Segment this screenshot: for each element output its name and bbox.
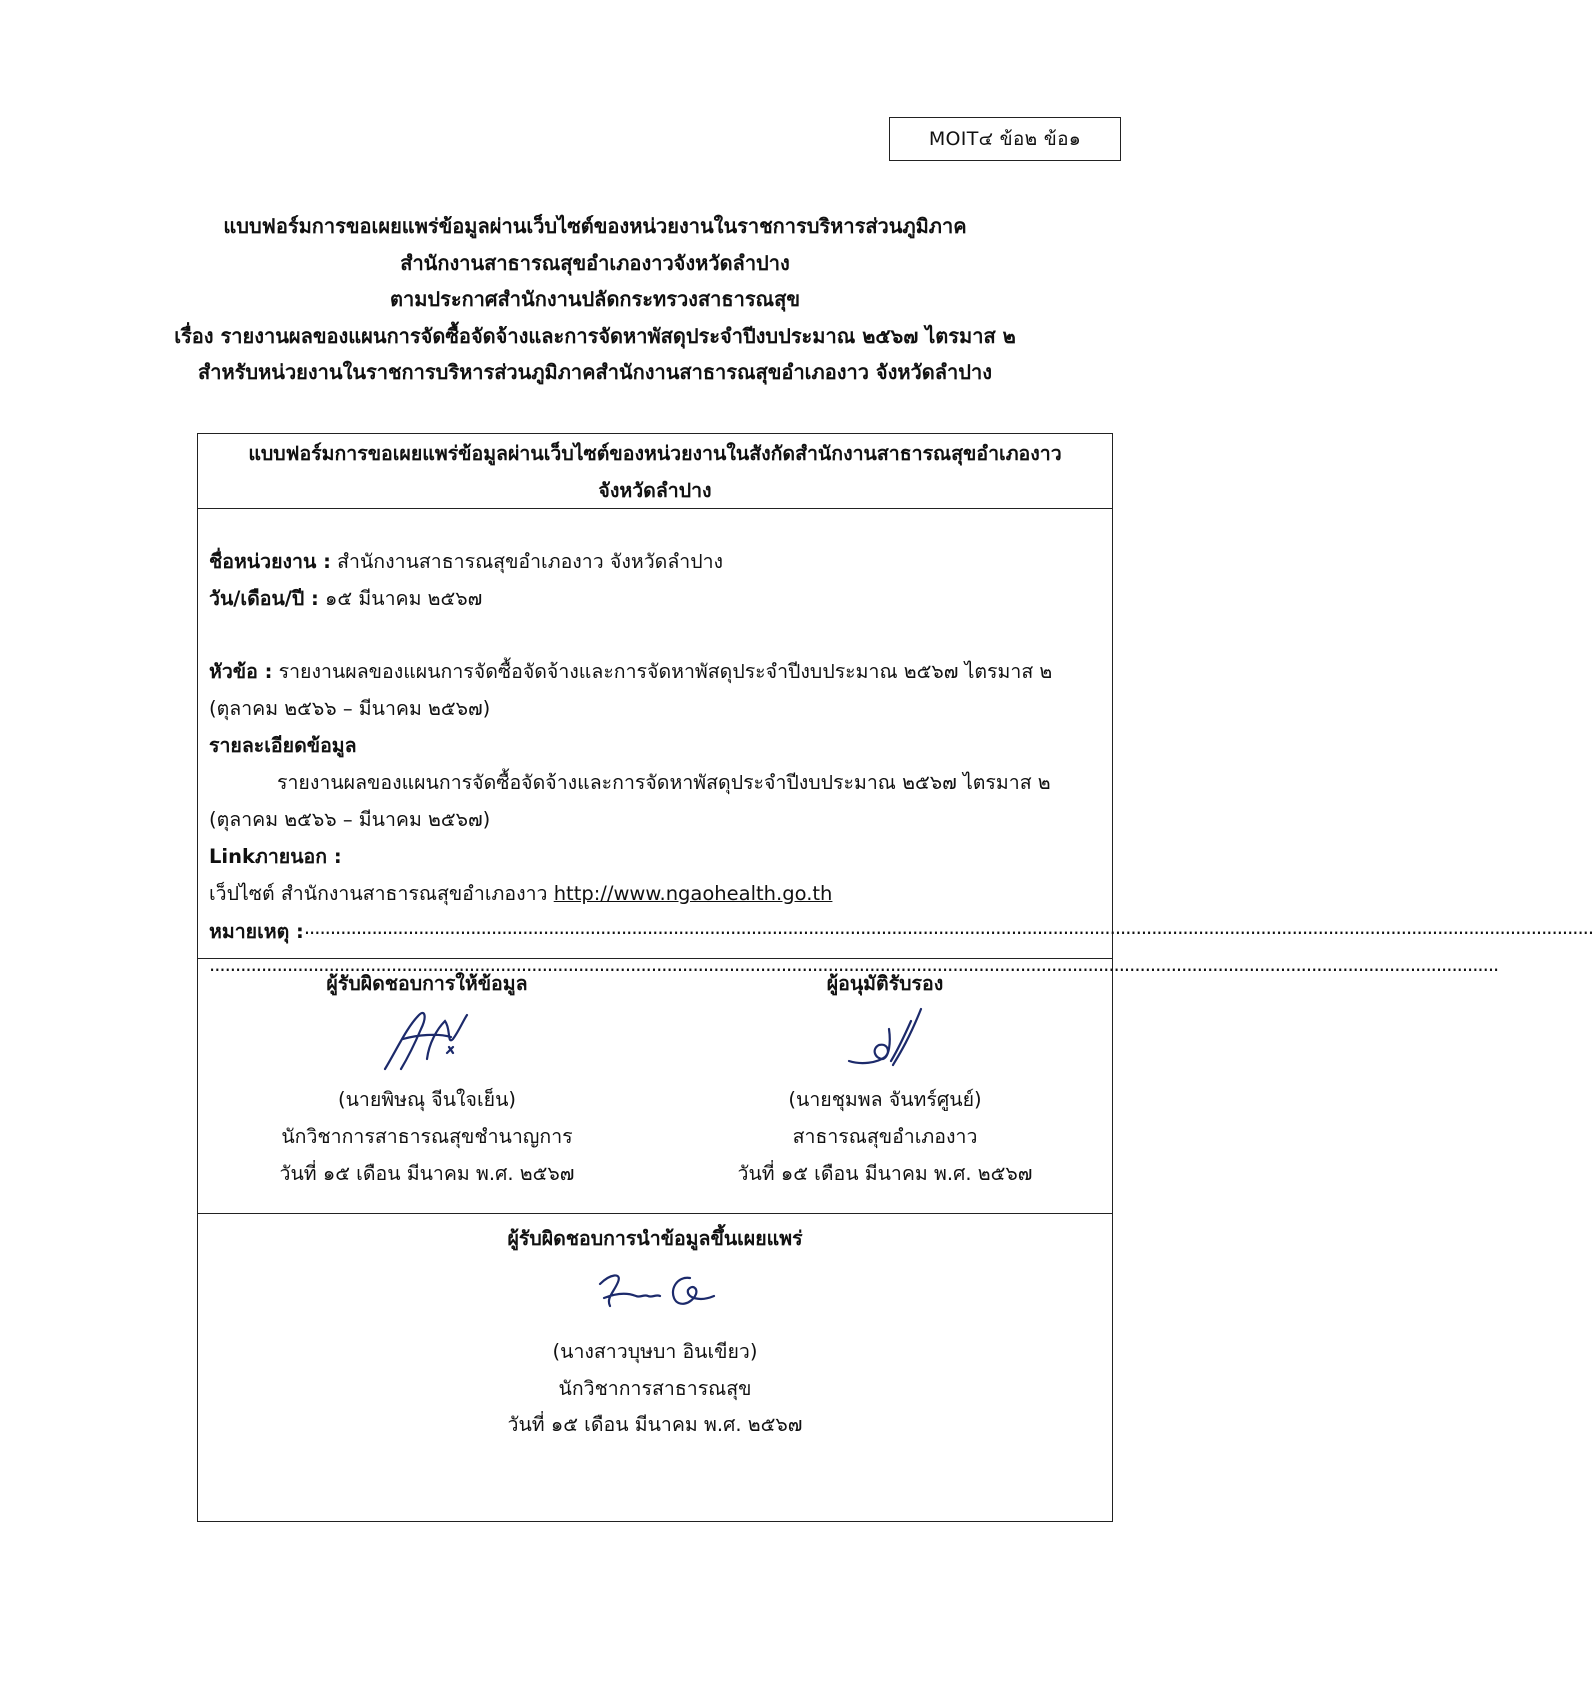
topic-value: รายงานผลของแผนการจัดซื้อจัดจ้างและการจัดหาพัสดุประจำปีงบประมาณ ๒๕๖๗ ไตรมาส ๒ <box>272 660 1053 683</box>
provider-title: ผู้รับผิดชอบการให้ข้อมูล <box>326 972 528 995</box>
remarks-dots-1: ........................................................................................................................................................................................................................................................ <box>303 916 1593 939</box>
table-title-row <box>198 434 1112 509</box>
details-line-2: (ตุลาคม ๒๕๖๖ – มีนาคม ๒๕๖๗) <box>209 808 491 831</box>
table-title-line-2: จังหวัดลำปาง <box>598 479 712 502</box>
approver-column <box>656 959 1114 1192</box>
provider-signature <box>367 999 487 1081</box>
topic-label: หัวข้อ : <box>209 660 273 683</box>
document-code: MOIT๔ ข้อ๒ ข้อ๑ <box>928 128 1082 150</box>
publisher-row <box>198 1214 1112 1520</box>
publisher-signature <box>570 1254 740 1334</box>
approver-name: (นายชุมพล จันทร์ศูนย์) <box>788 1088 982 1111</box>
provider-date: วันที่ ๑๕ เดือน มีนาคม พ.ศ. ๒๕๖๗ <box>279 1162 575 1185</box>
approver-title: ผู้อนุมัติรับรอง <box>826 972 944 995</box>
remarks-line-1 <box>209 916 1593 947</box>
heading-line-1: แบบฟอร์มการขอเผยแพร่ข้อมูลผ่านเว็บไซต์ของหน่วยงานในราชการบริหารส่วนภูมิภาค <box>223 214 967 238</box>
form-body-row <box>198 508 1593 976</box>
heading-line-2: สำนักงานสาธารณสุขอำเภองาวจังหวัดลำปาง <box>400 250 790 275</box>
approver-position: สาธารณสุขอำเภองาว <box>792 1125 978 1148</box>
heading-line-5: สำหรับหน่วยงานในราชการบริหารส่วนภูมิภาคสำนักงานสาธารณสุขอำเภองาว จังหวัดลำปาง <box>198 360 992 384</box>
date-line <box>209 583 1102 614</box>
details-label: รายละเอียดข้อมูล <box>209 734 357 757</box>
external-link-line <box>209 878 1102 909</box>
publisher-block <box>198 1214 1112 1444</box>
document-code-box <box>889 117 1121 161</box>
provider-column <box>198 959 656 1192</box>
date-label: วัน/เดือน/ปี : <box>209 587 319 610</box>
date-value: ๑๕ มีนาคม ๒๕๖๗ <box>318 587 483 610</box>
external-link-prefix: เว็ปไซต์ สำนักงานสาธารณสุขอำเภองาว <box>209 882 554 905</box>
external-link-url[interactable]: http://www.ngaohealth.go.th <box>553 882 833 905</box>
external-link-label: Linkภายนอก : <box>209 845 342 868</box>
remarks-dots-2: ........................................................................................................................................................................................................................................................ <box>209 953 1499 976</box>
heading-line-4: เรื่อง รายงานผลของแผนการจัดซื้อจัดจ้างและการจัดหาพัสดุประจำปีงบประมาณ ๒๕๖๗ ไตรมาส ๒ <box>174 323 1016 348</box>
publisher-title: ผู้รับผิดชอบการนำข้อมูลขึ้นเผยแพร่ <box>507 1227 803 1250</box>
details-line-1: รายงานผลของแผนการจัดซื้อจัดจ้างและการจัดหาพัสดุประจำปีงบประมาณ ๒๕๖๗ ไตรมาส ๒ <box>277 771 1051 794</box>
agency-line <box>209 546 1102 577</box>
signature-row <box>198 959 1112 1214</box>
table-title-line-1: แบบฟอร์มการขอเผยแพร่ข้อมูลผ่านเว็บไซต์ของหน่วยงานในสังกัดสำนักงานสาธารณสุขอำเภองาว <box>248 442 1062 465</box>
publisher-position: นักวิชาการสาธารณสุข <box>558 1376 752 1400</box>
document-heading <box>60 208 1130 391</box>
approver-signature <box>825 999 945 1081</box>
topic-period: (ตุลาคม ๒๕๖๖ – มีนาคม ๒๕๖๗) <box>209 697 491 720</box>
publisher-name: (นางสาวบุษบา อินเขียว) <box>552 1340 758 1363</box>
provider-position: นักวิชาการสาธารณสุขชำนาญการ <box>281 1125 573 1148</box>
heading-line-3: ตามประกาศสำนักงานปลัดกระทรวงสาธารณสุข <box>389 287 800 311</box>
approver-date: วันที่ ๑๕ เดือน มีนาคม พ.ศ. ๒๕๖๗ <box>737 1162 1033 1185</box>
publisher-date: วันที่ ๑๕ เดือน มีนาคม พ.ศ. ๒๕๖๗ <box>507 1413 803 1436</box>
remarks-label: หมายเหตุ : <box>209 920 304 943</box>
agency-label: ชื่อหน่วยงาน : <box>209 550 331 573</box>
topic-line <box>209 656 1102 687</box>
publication-form-table <box>197 433 1593 1522</box>
provider-name: (นายพิษณุ จีนใจเย็น) <box>337 1088 517 1111</box>
agency-value: สำนักงานสาธารณสุขอำเภองาว จังหวัดลำปาง <box>330 550 724 573</box>
